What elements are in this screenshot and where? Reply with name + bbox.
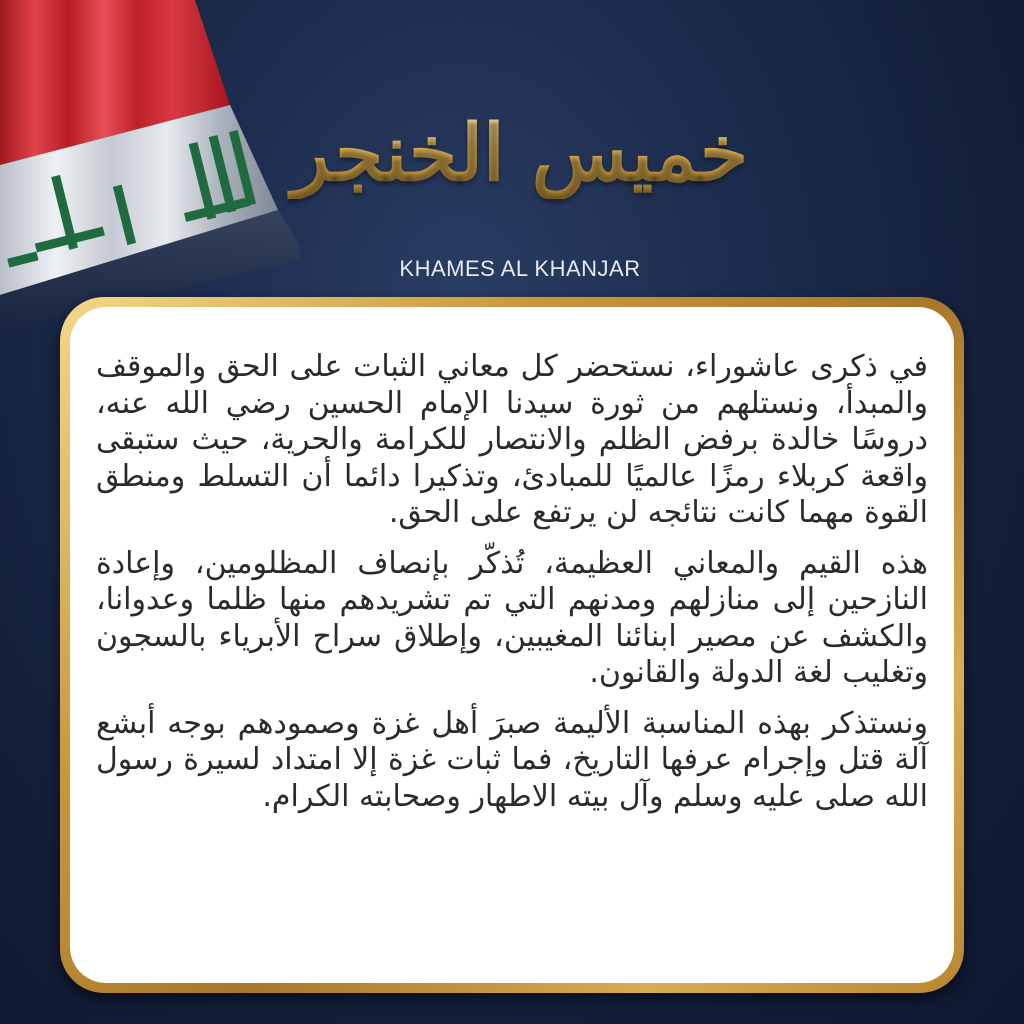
statement-card-gold-frame [60,297,964,993]
iraq-flag-image [0,0,300,330]
statement-paragraph-3: ونستذكر بهذه المناسبة الأليمة صبرَ أهل غزة وصمودهم بوجه أبشع آلة قتل وإجرام عرفها التاريخ، فما ثبات غزة إلا امتداد لسيرة رسول الله صلى عليه وسلم وآل بيته الاطهار وصحابته الكرام. [96,705,928,814]
statement-card [70,307,954,983]
statement-text [96,349,928,829]
statement-paragraph-2: هذه القيم والمعاني العظيمة، تُذكّر بإنصاف المظلومين، وإعادة النازحين إلى منازلهم ومدنهم التي تم تشريدهم منها ظلما وعدوانا، والكشف عن مصير ابنائنا المغيبين، وإطلاق سراح الأبرياء بالسجون وتغليب لغة الدولة والقانون. [96,545,928,690]
logo [270,100,770,290]
logo-latin-name: KHAMES AL KHANJAR [399,256,641,281]
logo-arabic-calligraphy: خميس الخنجر [270,108,770,199]
statement-paragraph-1: في ذكرى عاشوراء، نستحضر كل معاني الثبات على الحق والموقف والمبدأ، ونستلهم من ثورة سيدنا الإمام الحسين رضي الله عنه، دروسًا خالدة برفض الظلم والانتصار للكرامة والحرية، حيث ستبقى واقعة كربلاء رمزًا عالميًا للمبادئ، وتذكيرا دائما أن التسلط ومنطق القوة مهما كانت نتائجه لن يرتفع على الحق. [96,349,928,530]
